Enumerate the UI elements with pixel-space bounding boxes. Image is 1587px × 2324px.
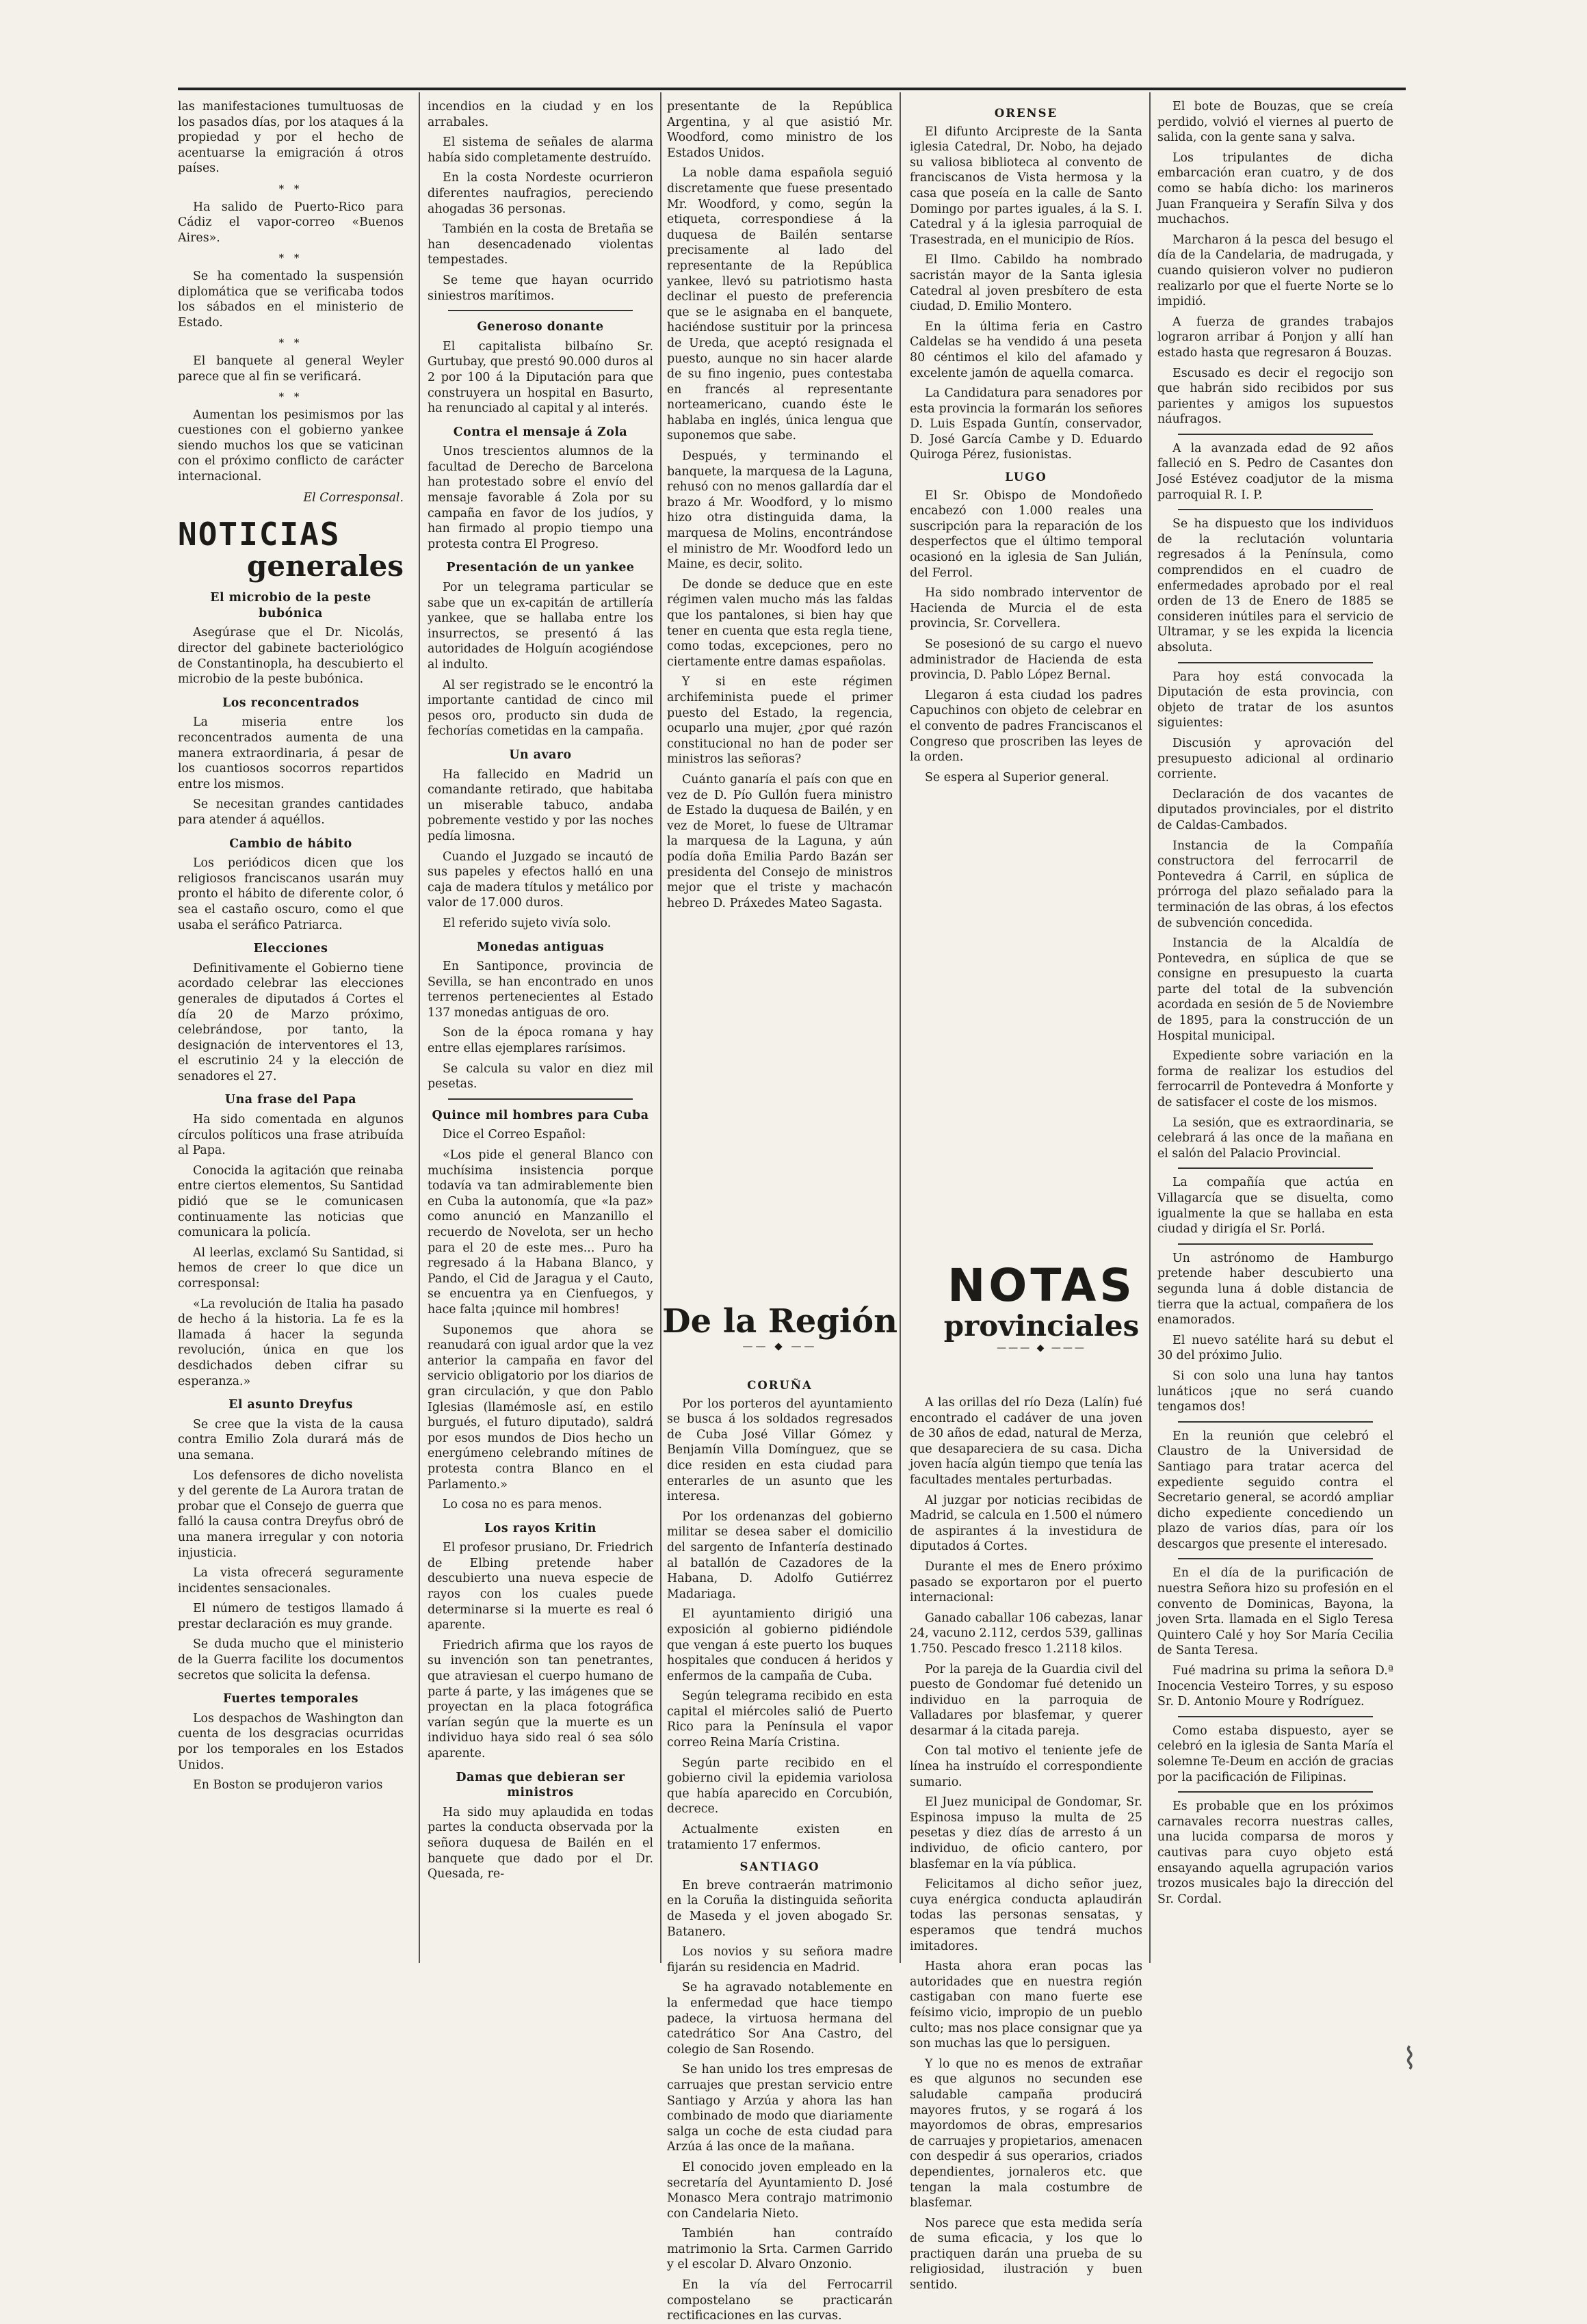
paragraph: Se ha dispuesto que los individuos de la reclutación voluntaria regresados á la Península, como comprendidos en el cuadro de enfermedades aprobado por el real orden de 13 de Enero de 1885 se consideren inútiles para el servicio de Ultramar, y se les expida la licencia absoluta. (1157, 517, 1393, 655)
column-divider (660, 92, 661, 1963)
paragraph: Nos parece que esta medida sería de suma eficacia, y los que lo practiquen darán una prueba de su religiosidad, ilustración y buen sentido. (910, 2216, 1142, 2293)
banner-title: NOTAS (947, 1259, 1136, 1312)
paragraph: Como estaba dispuesto, ayer se celebró en la iglesia de Santa María el solemne Te-Deum en acción de gracias por la pacificación de Filipinas. (1157, 1724, 1393, 1784)
paragraph: Ha sido comentada en algunos círculos políticos una frase atribuída al Papa. (178, 1113, 404, 1158)
column-3-top (667, 99, 893, 1296)
article-heading: El asunto Dreyfus (228, 1398, 353, 1412)
column-1 (178, 99, 404, 1973)
paragraph: A la avanzada edad de 92 años falleció en S. Pedro de Casantes don José Estévez coadjutor de la misma parroquial R. I. P. (1157, 441, 1393, 502)
paragraph: Se duda mucho que el ministerio de la Guerra facilite los documentos secretos que solicita la defensa. (178, 1637, 404, 1682)
paragraph: De donde se deduce que en este régimen valen mucho más las faldas que los pantalones, si bien hay que tener en cuenta que esta regla tiene, como todas, excepciones, pero no ciertamente entre damas españolas. (667, 577, 893, 669)
banner-title: De la Región (661, 1302, 898, 1341)
paragraph: Escusado es decir el regocijo son que habrán sido recibidos por sus parientes y amigos los supuestos náufragos. (1157, 366, 1393, 427)
paragraph: Discusión y aprovación del presupuesto adicional al ordinario corriente. (1157, 736, 1393, 782)
paragraph: El nuevo satélite hará su debut el 30 del próximo Julio. (1157, 1333, 1393, 1363)
city-heading: ORENSE (994, 107, 1058, 120)
separator-rule (448, 1098, 633, 1100)
paragraph: A las orillas del río Deza (Lalín) fué encontrado el cadáver de una joven de 30 años de edad, natural de Merza, que desapareciera de su casa. Dicha joven hacía algún tiempo que tenía las facultades mentales perturbadas. (910, 1396, 1142, 1487)
paragraph: Un astrónomo de Hamburgo pretende haber descubierto una segunda luna á doble distancia de tierra que la actual, compañera de los enamorados. (1157, 1251, 1393, 1328)
column-divider (1149, 92, 1151, 1963)
paragraph: Se ha comentado la suspensión diplomática que se verificaba todos los sábados en el ministerio de Estado. (178, 269, 404, 330)
paragraph: Asegúrase que el Dr. Nicolás, director del gabinete bacteriológico de Constantinopla, ha descubierto el microbio de la peste bubónica. (178, 626, 404, 687)
paragraph: Conocida la agitación que reinaba entre ciertos elementos, Su Santidad pidió que se le comunicasen continuamente las noticias que comunicara la policía. (178, 1163, 404, 1240)
paragraph: Suponemos que ahora se reanudará con igual ardor que la vez anterior la campaña en favor del servicio obligatorio por los diarios de gran circulación, y que don Pablo Iglesias (llamémosle así, en estilo burgués, el futuro diputado), saldrá por esos mundos de Dios hecho un energúmeno celebrando mítines de protesta contra Blanco en el Parlamento.» (428, 1323, 653, 1492)
paragraph: La Candidatura para senadores por esta provincia la formarán los señores D. Luis Espada Guntín, conservador, D. José García Cambe y D. Eduardo Quiroga Pérez, fusionistas. (910, 386, 1142, 462)
paragraph: Al juzgar por noticias recibidas de Madrid, se calcula en 1.500 el número de aspirantes á la investidura de diputados á Cortes. (910, 1493, 1142, 1554)
paragraph: Ganado caballar 106 cabezas, lanar 24, vacuno 2.112, cerdos 539, gallinas 1.750. Pescado fresco 1.2118 kilos. (910, 1611, 1142, 1656)
paragraph: Marcharon á la pesca del besugo el día de la Candelaria, de madrugada, y cuando quisieron volver no pudieron realizarlo por que el fuerte Norte se lo impidió. (1157, 233, 1393, 309)
paragraph: Dice el Correo Español: (443, 1128, 586, 1142)
paragraph: Después, y terminando el banquete, la marquesa de la Laguna, rehusó con no menos gallardía dar el brazo á Mr. Woodford, y lo mismo hizo otra distinguida dama, la marquesa de Molins, encontrándose el ministro de Mr. Woodford ledo un Maine, es decir, solito. (667, 449, 893, 572)
column-5 (1157, 99, 1393, 1973)
article-heading: Una frase del Papa (224, 1093, 357, 1107)
paragraph: Los tripulantes de dicha embarcación eran cuatro, y de dos como se había dicho: los marineros Juan Franqueira y Serafín Silva y dos muchachos. (1157, 150, 1393, 227)
separator-rule (1178, 509, 1373, 510)
paragraph: Son de la época romana y hay entre ellas ejemplares rarísimos. (428, 1026, 653, 1056)
paragraph: Los despachos de Washington dan cuenta de los desgracias ocurridas por los temporales en los Estados Unidos. (178, 1711, 404, 1772)
article-heading: Los reconcentrados (222, 696, 360, 710)
paragraph: El difunto Arcipreste de la Santa iglesia Catedral, Dr. Nobo, ha dejado su valiosa biblioteca al convento de franciscanos de Vista hermosa y la casa que poseía en la calle de Santo Domingo por partes iguales, á la S. I. Catedral y á la iglesia parroquial de Trasestrada, en el municipio de Ríos. (910, 124, 1142, 247)
paragraph: Ha fallecido en Madrid un comandante retirado, que habitaba un miserable tabuco, andaba pobremente vestido y por las noches pedía limosna. (428, 767, 653, 843)
column-4-bottom (910, 1395, 1142, 2293)
paragraph: Fué madrina su prima la señora D.ª Inocencia Vesteiro Torres, y su esposo Sr. D. Antonio Moure y Rodríguez. (1157, 1664, 1393, 1709)
paragraph: Lo cosa no es para menos. (443, 1498, 603, 1512)
city-heading: LUGO (1005, 471, 1047, 484)
paragraph: Se teme que hayan ocurrido siniestros marítimos. (428, 273, 653, 303)
paragraph: Actualmente existen en tratamiento 17 enfermos. (667, 1823, 893, 1852)
article-heading: Presentación de un yankee (446, 561, 635, 575)
paragraph: En Boston se produjeron varios (193, 1778, 383, 1793)
paragraph: Aumentan los pesimismos por las cuestiones con el gobierno yankee siendo muchos los que se vaticinan con el próximo conflicto de carácter internacional. (178, 408, 404, 484)
paragraph: Cuando el Juzgado se incautó de sus papeles y efectos halló en una caja de madera títulos y metálico por valor de 17.000 duros. (428, 849, 653, 910)
article-heading: Los rayos Kritin (484, 1521, 596, 1535)
paragraph: La miseria entre los reconcentrados aumenta de una manera extraordinaria, á pesar de los cuantiosos socorros repartidos entre los mismos. (178, 715, 404, 791)
paragraph: En la vía del Ferrocarril compostelano se practicarán rectificaciones en las curvas. (667, 2278, 893, 2323)
paragraph: Ha salido de Puerto-Rico para Cádiz el vapor-correo «Buenos Aires». (178, 200, 404, 245)
paragraph: Expediente sobre variación en la forma de realizar los estudios del ferrocarril de Pontevedra á Monforte y de satisfacer el coste de los mismos. (1157, 1049, 1393, 1110)
signature: El Corresponsal. (303, 490, 404, 505)
paragraph: Es probable que en los próximos carnavales recorra nuestras calles, una lucida comparsa de moros y cautivas para cuyo objeto está ensayando aquella agrupación varios trozos musicales bajo la dirección del Sr. Cordal. (1157, 1799, 1393, 1906)
paragraph: El profesor prusiano, Dr. Friedrich de Elbing pretende haber descubierto una nueva especie de rayos con los cuales puede determinarse si la muerte es real ó aparente. (428, 1541, 653, 1633)
article-heading: Damas que debieran ser ministros (456, 1770, 625, 1800)
separator-rule (1178, 1716, 1373, 1717)
paragraph: El Juez municipal de Gondomar, Sr. Espinosa impuso la multa de 25 pesetas y diez días de arresto á un individuo, de oficio cantero, por blasfemar en la vía pública. (910, 1795, 1142, 1871)
paragraph: Ha sido nombrado interventor de Hacienda de Murcia el de esta provincia, Sr. Corvellera. (910, 586, 1142, 631)
paragraph: Se han unido los tres empresas de carruajes que prestan servicio entre Santiago y Arzúa y ahora las han combinado de modo que diariamente salga un coche de esta ciudad para Arzúa á las once de la mañana. (667, 2063, 893, 2154)
paragraph: El número de testigos llamado á prestar declaración es muy grande. (178, 1602, 404, 1631)
section-banner-generales: generales (246, 549, 404, 583)
article-heading: Quince mil hombres para Cuba (432, 1108, 649, 1122)
article-heading: Contra el mensaje á Zola (453, 425, 628, 439)
paragraph: Se calcula su valor en diez mil pesetas. (428, 1061, 653, 1092)
paragraph: El capitalista bilbaíno Sr. Gurtubay, que prestó 90.000 duros al 2 por 100 á la Diputación para que construyera un hospital en Basurto, ha renunciado al capital y al interés. (428, 339, 653, 416)
paragraph: «Los pide el general Blanco con muchísima insistencia porque todavía va tan admirablemente bien en Cuba la autonomía, que «la paz» como anunció en Manzanillo el recuerdo de Novelota, ser un hecho para el 20 de este mes... Puro ha regresado á la Habana Blanco, y Pando, el Cid de Jaragua y el Cauto, se encuentra ya en Cienfuegos, y hace falta ¡quince mil hombres! (428, 1148, 653, 1317)
paragraph: Friedrich afirma que los rayos de su invención son tan penetrantes, que atraviesan el cuerpo humano de parte á parte, y las imágenes que se proyectan en la placa fotográfica varían según que la muerte es un individuo haya sido real ó sea sólo aparente. (428, 1638, 653, 1760)
paragraph: El bote de Bouzas, que se creía perdido, volvió el viernes al puerto de salida, con la gente sana y salva. (1157, 100, 1393, 145)
paragraph: Instancia de la Compañía constructora del ferrocarril de Pontevedra á Carril, en súplica de prórroga del plazo señalado para la terminación de las obras, á los efectos de subvención concedida. (1157, 839, 1393, 930)
paragraph: El Sr. Obispo de Mondoñedo encabezó con 1.000 reales una suscripción para la reparación de los desperfectos que el último temporal ocasionó en la iglesia de San Julián, del Ferrol. (910, 488, 1142, 580)
paragraph: Se espera al Superior general. (925, 770, 1110, 784)
column-2 (428, 99, 653, 1973)
article-heading: Fuertes temporales (222, 1692, 358, 1706)
paragraph: El sistema de señales de alarma había sido completamente destruído. (428, 135, 653, 165)
paragraph: El conocido joven empleado en la secretaría del Ayuntamiento D. José Monasco Mera contrajo matrimonio con Candelaria Nieto. (667, 2160, 893, 2221)
paragraph: También han contraído matrimonio la Srta. Carmen Garrido y el escolar D. Alvaro Onzonio. (667, 2227, 893, 2272)
paragraph: Para hoy está convocada la Diputación de esta provincia, con objeto de tratar de los asuntos siguientes: (1157, 670, 1393, 730)
star-separator: * * (278, 336, 303, 349)
paragraph: Se cree que la vista de la causa contra Emilio Zola durará más de una semana. (178, 1417, 404, 1462)
paragraph: Según telegrama recibido en esta capital el miércoles salió de Puerto Rico para la Península el vapor correo Reina María Cristina. (667, 1689, 893, 1750)
paragraph: Los periódicos dicen que los religiosos franciscanos usarán muy pronto el hábito de diferente color, ó sea el castaño oscuro, como el que usaba el seráfico Patriarca. (178, 856, 404, 932)
paragraph: Se ha agravado notablemente en la enfermedad que hace tiempo padece, la virtuosa hermana del catedrático Sor Ana Castro, del colegio de San Rosendo. (667, 1981, 893, 2057)
article-heading: Un avaro (509, 748, 572, 762)
paragraph: Felicitamos al dicho señor juez, cuya enérgica conducta aplaudirán todas las personas sensatas, y esperamos que tendrá muchos imitadores. (910, 1877, 1142, 1953)
column-divider (419, 92, 420, 1963)
paragraph: El Ilmo. Cabildo ha nombrado sacristán mayor de la Santa iglesia Catedral al joven presbítero de esta ciudad, D. Emilio Montero. (910, 253, 1142, 314)
paragraph: Con tal motivo el teniente jefe de línea ha instruído el correspondiente sumario. (910, 1744, 1142, 1789)
paragraph: La compañía que actúa en Villagarcía que se disuelta, como igualmente la que se hallaba en esta ciudad y dirigía el Sr. Porlá. (1157, 1176, 1393, 1237)
paragraph: Definitivamente el Gobierno tiene acordado celebrar las elecciones generales de diputados á Cortes el día 20 de Marzo próximo, celebrándose, por tanto, la designación de interventores el 13, el escrutinio 24 y la elección de senadores el 27. (178, 961, 404, 1083)
paragraph: La noble dama española seguió discretamente que fuese presentado Mr. Woodford, y como, según la etiqueta, correspondiese á la duquesa de Bailén sentarse precisamente al lado del representante de la República yankee, llevó su patriotismo hasta declinar el puesto de preferencia que se le asignaba en el banquete, haciéndose sustituir por la princesa de Ureda, que aceptó resignada el puesto, aunque no sin hacer alarde de su fino ingenio, pues contestaba en francés al representante norteamericano, cuando éste le hablaba en inglés, única lengua que suponemos que sabe. (667, 166, 893, 443)
separator-rule (448, 310, 633, 311)
paragraph: Y lo que no es menos de extrañar es que algunos no secunden ese saludable campaña producirá mayores frutos, y se rogará á los mayordomos de obras, empresarios de carruajes y propietarios, amenacen con despedir á sus operarios, criados dependientes, jornaleros etc. que tengan la mala costumbre de blasfemar. (910, 2057, 1142, 2210)
paragraph: Si con solo una luna hay tantos lunáticos ¡que no será cuando tengamos dos! (1157, 1369, 1393, 1414)
paragraph: A fuerza de grandes trabajos lograron arribar á Ponjon y allí han estado hasta que regresaron á Bouzas. (1157, 315, 1393, 360)
paragraph: Cuánto ganaría el país con que en vez de D. Pío Gullón fuera ministro de Estado la duquesa de Bailén, y en vez de Moret, lo fuese de Ultramar la marquesa de la Laguna, y aún podía doña Emilia Pardo Bazán ser presidenta del Consejo de ministros mejor que el triste y machacón hebreo D. Práxedes Mateo Sagasta. (667, 772, 893, 910)
paragraph: En el día de la purificación de nuestra Señora hizo su profesión en el convento de Dominicas, Bayona, la joven Srta. llamada en el Siglo Teresa Quintero Calé y hoy Sor María Cecilia de Santa Teresa. (1157, 1566, 1393, 1658)
section-banner-noticias: NOTICIAS (178, 516, 341, 553)
city-heading: CORUÑA (747, 1379, 813, 1392)
paragraph: Y si en este régimen archifeminista puede el primer puesto del Estado, la regencia, ocuparlo una mujer, ¿por qué razón constitucional no han de poder ser ministros las señoras? (667, 675, 893, 767)
paragraph: Al leerlas, exclamó Su Santidad, si hemos de creer lo que dice un corresponsal: (178, 1245, 404, 1291)
paragraph: Instancia de la Alcaldía de Pontevedra, en súplica de que se consigne en presupuesto la cuarta parte del total de la subvención acordada en sesión de 5 de Noviembre de 1895, para la construcción de un Hospital municipal. (1157, 936, 1393, 1043)
separator-rule (1178, 662, 1373, 663)
paragraph: Se necesitan grandes cantidades para atender á aquéllos. (178, 797, 404, 827)
separator-rule (1178, 1167, 1373, 1169)
paragraph: Durante el mes de Enero próximo pasado se exportaron por el puerto internacional: (910, 1559, 1142, 1605)
paragraph: presentante de la República Argentina, y al que asistió Mr. Woodford, como ministro de los Estados Unidos. (667, 100, 893, 160)
paragraph: La vista ofrecerá seguramente incidentes sensacionales. (178, 1566, 404, 1596)
paragraph: Llegaron á esta ciudad los padres Capuchinos con objeto de celebrar en el convento de padres Franciscanos el Congreso que proscriben las leyes de la orden. (910, 688, 1142, 765)
section-banner-region (653, 1303, 906, 1352)
paragraph: Unos trescientos alumnos de la facultad de Derecho de Barcelona han protestado sobre el envío del mensaje favorable á Zola por su campaña en favor de los judíos, y han firmado al propio tiempo una protesta contra El Progreso. (428, 445, 653, 551)
separator-rule (1178, 1243, 1373, 1245)
paragraph: Los novios y su señora madre fijarán su residencia en Madrid. (667, 1945, 893, 1975)
paragraph: También en la costa de Bretaña se han desencadenado violentas tempestades. (428, 222, 653, 267)
paragraph: Al ser registrado se le encontró la importante cantidad de cinco mil pesos oro, producto sin duda de fechorías cometidas en la campaña. (428, 678, 653, 739)
separator-rule (1178, 1791, 1373, 1793)
article-heading: Cambio de hábito (229, 836, 352, 851)
article-heading: Elecciones (253, 942, 328, 956)
section-banner-notas (913, 1259, 1170, 1354)
column-4-top (910, 99, 1142, 1255)
ornament-icon: —— ◆ —— (742, 1340, 817, 1352)
article-heading: Generoso donante (477, 320, 604, 334)
paragraph: El ayuntamiento dirigió una exposición al gobierno pidiéndole que vengan á este puerto los buques hospitales que conducen á heridos y enfermos de la campaña de Cuba. (667, 1607, 893, 1683)
top-rule (178, 88, 1406, 90)
paragraph: En la última feria en Castro Caldelas se ha vendido á una peseta 80 céntimos el kilo del afamado y excelente jamón de aquella comarca. (910, 319, 1142, 380)
city-heading: SANTIAGO (739, 1860, 820, 1874)
paragraph: En la reunión que celebró el Claustro de la Universidad de Santiago para tratar acerca del expediente seguido contra el Secretario general, se acordó ampliar dicho expediente concediendo un plazo de varios días, para oír los descargos que presente el interesado. (1157, 1429, 1393, 1551)
paragraph: En breve contraerán matrimonio en la Coruña la distinguida señorita de Maseda y el joven abogado Sr. Batanero. (667, 1878, 893, 1939)
ornament-icon: ——— ◆ ——— (997, 1343, 1086, 1354)
paragraph: La sesión, que es extraordinaria, se celebrará á las once de la mañana en el salón del Palacio Provincial. (1157, 1115, 1393, 1161)
paragraph: Por la pareja de la Guardia civil del puesto de Gondomar fué detenido un individuo en la parroquia de Valladares por blasfemar, y querer desarmar á la citada pareja. (910, 1662, 1142, 1738)
paragraph: Ha sido muy aplaudida en todas partes la conducta observada por la señora duquesa de Bailén en el banquete que dado por el Dr. Quesada, re- (428, 1805, 653, 1881)
star-separator: * * (278, 391, 303, 404)
pencil-mark-icon: ⌇ (1402, 2042, 1417, 2076)
paragraph: El referido sujeto vivía solo. (443, 916, 612, 930)
paragraph: las manifestaciones tumultuosas de los pasados días, por los ataques á la propiedad y por el hecho de acentuarse la emigración á otros países. (178, 100, 404, 176)
separator-rule (1178, 434, 1373, 435)
separator-rule (1178, 1421, 1373, 1423)
paragraph: incendios en la ciudad y en los arrabales. (428, 100, 653, 129)
paragraph: Se posesionó de su cargo el nuevo administrador de Hacienda de esta provincia, D. Pablo López Bernal. (910, 637, 1142, 683)
column-3-bottom (667, 1371, 893, 2323)
paragraph: Declaración de dos vacantes de diputados provinciales, por el distrito de Caldas-Cambados. (1157, 787, 1393, 832)
paragraph: El banquete al general Weyler parece que al fin se verificará. (178, 354, 404, 384)
paragraph: En la costa Nordeste ocurrieron diferentes naufragios, pereciendo ahogadas 36 personas. (428, 171, 653, 216)
banner-subtitle: provinciales (943, 1309, 1140, 1343)
article-heading: Monedas antiguas (476, 940, 605, 954)
column-divider (900, 92, 901, 1963)
paragraph: Por los porteros del ayuntamiento se busca á los soldados regresados de Cuba José Villar Gómez y Benjamín Villa Domínguez, que se dice residen en esta ciudad para enterarles de un asunto que les interesa. (667, 1397, 893, 1504)
paragraph: Por los ordenanzas del gobierno militar se desea saber el domicilio del sargento de Infantería destinado al batallón de Cazadores de la Habana, D. Adolfo Gutiérrez Madariaga. (667, 1509, 893, 1601)
paragraph: Los defensores de dicho novelista y del gerente de La Aurora tratan de probar que el Consejo de guerra que falló la causa contra Dreyfus obró de una manera irregular y con notoria injusticia. (178, 1468, 404, 1560)
article-heading: El microbio de la peste bubónica (210, 591, 371, 620)
star-separator: * * (278, 252, 303, 265)
paragraph: Por un telegrama particular se sabe que un ex-capitán de artillería yankee, que se hallaba entre los insurrectos, se presentó á las autoridades de Holguín acogiéndose al indulto. (428, 581, 653, 672)
paragraph: Hasta ahora eran pocas las autoridades que en nuestra región castigaban con mano fuerte ese feísimo vicio, impropio de un pueblo culto; mas nos place consignar que ya son muchas las que lo persiguen. (910, 1959, 1142, 2051)
star-separator: * * (278, 182, 303, 195)
paragraph: Según parte recibido en el gobierno civil la epidemia variolosa que había aparecido en Corcubión, decrece. (667, 1756, 893, 1817)
separator-rule (1178, 1558, 1373, 1559)
paragraph: «La revolución de Italia ha pasado de hecho á la historia. La fe es la llamada á hacer la segunda revolución, única en que los desdichados deben cifrar su esperanza.» (178, 1297, 404, 1388)
paragraph: En Santiponce, provincia de Sevilla, se han encontrado en unos terrenos pertenecientes al Estado 137 monedas antiguas de oro. (428, 960, 653, 1020)
